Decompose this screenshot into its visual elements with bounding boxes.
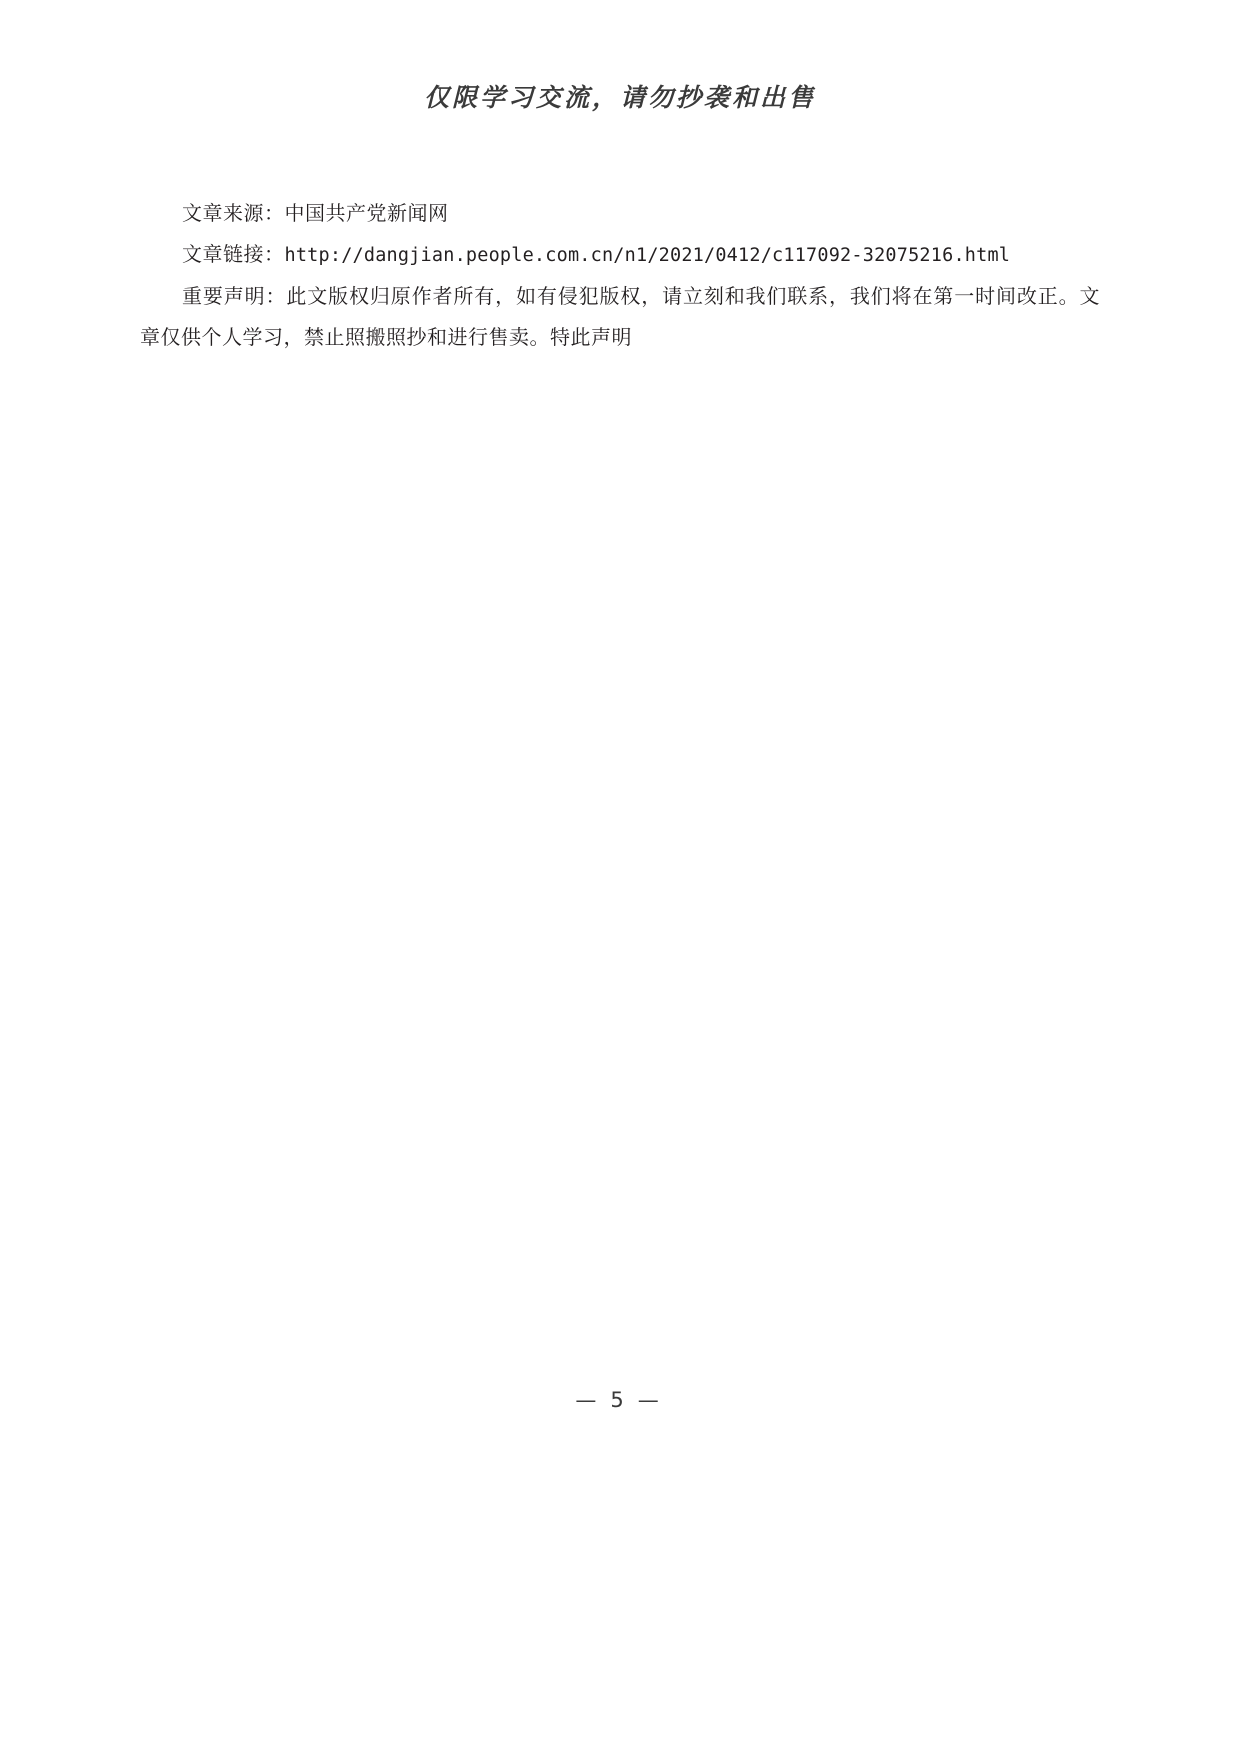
statement-text: 此文版权归原作者所有，如有侵犯版权，请立刻和我们联系，我们将在第一时间改正。文章仅供个人学习，禁止照搬照抄和进行售卖。特此声明 [140, 284, 1101, 349]
statement-line [140, 276, 1100, 358]
footer-dash-right: — [637, 1388, 665, 1412]
source-value: 中国共产党新闻网 [284, 201, 449, 225]
link-label: 文章链接： [182, 242, 285, 266]
header-notice: 仅限学习交流，请勿抄袭和出售 [423, 83, 816, 112]
body-block [140, 193, 1100, 358]
article-url[interactable]: http://dangjian.people.com.cn/n1/2021/0412/c117092-32075216.html [284, 245, 1011, 266]
source-label: 文章来源： [182, 201, 285, 225]
page-footer [0, 1388, 1240, 1412]
statement-label: 重要声明： [182, 284, 287, 308]
source-line [140, 193, 1100, 234]
page-number: 5 [610, 1388, 630, 1412]
footer-dash-left: — [575, 1388, 603, 1412]
link-line [140, 234, 1100, 276]
